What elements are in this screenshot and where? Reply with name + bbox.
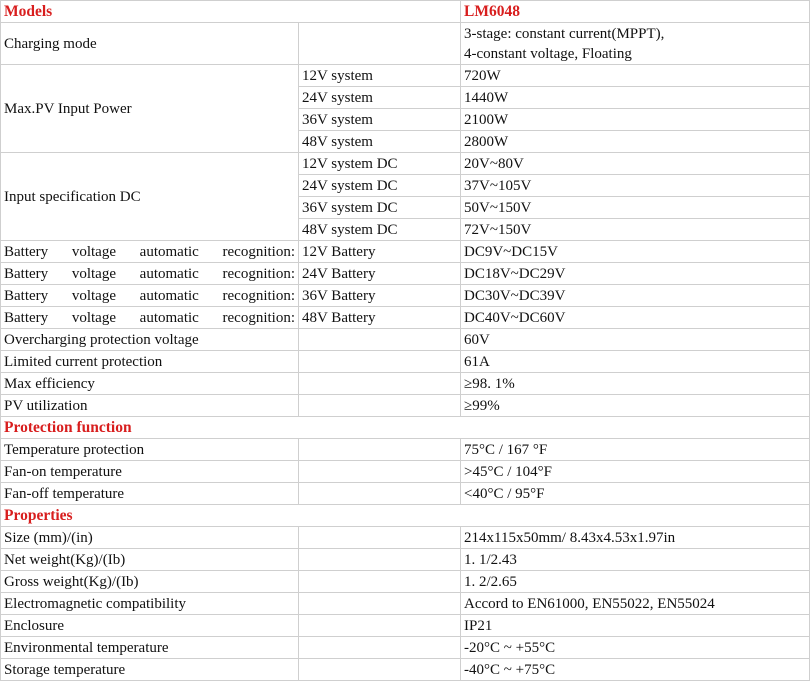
- spec-label: Max efficiency: [1, 373, 299, 395]
- spec-value: >45°C / 104°F: [461, 461, 810, 483]
- max-pv-value: 1440W: [461, 87, 810, 109]
- table-row: [1, 461, 810, 483]
- empty-cell: [299, 615, 461, 637]
- table-row: [1, 1, 810, 23]
- max-pv-label: Max.PV Input Power: [1, 65, 299, 153]
- spec-label: Gross weight(Kg)/(Ib): [1, 571, 299, 593]
- spec-value: ≥99%: [461, 395, 810, 417]
- table-row: [1, 329, 810, 351]
- empty-cell: [299, 23, 461, 65]
- properties-section-header: Properties: [1, 505, 810, 527]
- spec-value: -20°C ~ +55°C: [461, 637, 810, 659]
- table-row: [1, 307, 810, 329]
- table-row: [1, 153, 810, 175]
- spec-label: Fan-off temperature: [1, 483, 299, 505]
- spec-value: ≥98. 1%: [461, 373, 810, 395]
- battery-range: DC18V~DC29V: [461, 263, 810, 285]
- spec-label: Size (mm)/(in): [1, 527, 299, 549]
- spec-label: Limited current protection: [1, 351, 299, 373]
- charging-mode-line-2: 4-constant voltage, Floating: [464, 45, 632, 62]
- table-row: [1, 659, 810, 681]
- spec-value: 214x115x50mm/ 8.43x4.53x1.97in: [461, 527, 810, 549]
- table-row: [1, 65, 810, 87]
- spec-value: 61A: [461, 351, 810, 373]
- table-row: [1, 593, 810, 615]
- table-row: [1, 395, 810, 417]
- max-pv-system: 36V system: [299, 109, 461, 131]
- spec-value: Accord to EN61000, EN55022, EN55024: [461, 593, 810, 615]
- table-row: [1, 23, 810, 65]
- empty-cell: [299, 571, 461, 593]
- input-spec-value: 37V~105V: [461, 175, 810, 197]
- empty-cell: [299, 351, 461, 373]
- input-spec-system: 48V system DC: [299, 219, 461, 241]
- table-row: [1, 615, 810, 637]
- input-spec-label: Input specification DC: [1, 153, 299, 241]
- empty-cell: [299, 439, 461, 461]
- spec-label: Overcharging protection voltage: [1, 329, 299, 351]
- empty-cell: [299, 461, 461, 483]
- battery-range: DC9V~DC15V: [461, 241, 810, 263]
- spec-value: <40°C / 95°F: [461, 483, 810, 505]
- table-row: [1, 439, 810, 461]
- battery-recognition-label: Battery voltage automatic recognition:: [1, 241, 299, 263]
- spec-label: Environmental temperature: [1, 637, 299, 659]
- empty-cell: [299, 373, 461, 395]
- spec-label: Storage temperature: [1, 659, 299, 681]
- spec-value: 60V: [461, 329, 810, 351]
- input-spec-system: 36V system DC: [299, 197, 461, 219]
- spec-label: Net weight(Kg)/(Ib): [1, 549, 299, 571]
- empty-cell: [299, 527, 461, 549]
- battery-range: DC40V~DC60V: [461, 307, 810, 329]
- max-pv-system: 24V system: [299, 87, 461, 109]
- input-spec-value: 72V~150V: [461, 219, 810, 241]
- max-pv-value: 2800W: [461, 131, 810, 153]
- empty-cell: [299, 549, 461, 571]
- spec-label: Temperature protection: [1, 439, 299, 461]
- input-spec-system: 24V system DC: [299, 175, 461, 197]
- table-row: [1, 263, 810, 285]
- battery-type: 12V Battery: [299, 241, 461, 263]
- empty-cell: [299, 395, 461, 417]
- charging-mode-label: Charging mode: [1, 23, 299, 65]
- max-pv-system: 12V system: [299, 65, 461, 87]
- table-row: [1, 241, 810, 263]
- spec-value: 1. 1/2.43: [461, 549, 810, 571]
- table-row: [1, 549, 810, 571]
- battery-recognition-label: Battery voltage automatic recognition:: [1, 285, 299, 307]
- table-row: [1, 373, 810, 395]
- empty-cell: [299, 329, 461, 351]
- spec-label: Enclosure: [1, 615, 299, 637]
- table-row: [1, 351, 810, 373]
- empty-cell: [299, 593, 461, 615]
- protection-section-header: Protection function: [1, 417, 810, 439]
- table-row: [1, 571, 810, 593]
- model-name: LM6048: [461, 1, 810, 23]
- empty-cell: [299, 659, 461, 681]
- battery-type: 24V Battery: [299, 263, 461, 285]
- table-row: [1, 527, 810, 549]
- spec-label: Electromagnetic compatibility: [1, 593, 299, 615]
- battery-range: DC30V~DC39V: [461, 285, 810, 307]
- battery-recognition-label: Battery voltage automatic recognition:: [1, 263, 299, 285]
- spec-value: 75°C / 167 °F: [461, 439, 810, 461]
- input-spec-value: 20V~80V: [461, 153, 810, 175]
- table-row: [1, 637, 810, 659]
- spec-value: -40°C ~ +75°C: [461, 659, 810, 681]
- charging-mode-value: [461, 23, 810, 65]
- max-pv-value: 720W: [461, 65, 810, 87]
- battery-type: 36V Battery: [299, 285, 461, 307]
- input-spec-system: 12V system DC: [299, 153, 461, 175]
- spec-value: 1. 2/2.65: [461, 571, 810, 593]
- empty-cell: [299, 483, 461, 505]
- models-header: Models: [1, 1, 461, 23]
- spec-label: Fan-on temperature: [1, 461, 299, 483]
- max-pv-value: 2100W: [461, 109, 810, 131]
- charging-mode-line-1: 3-stage: constant current(MPPT),: [464, 25, 665, 42]
- spec-label: PV utilization: [1, 395, 299, 417]
- battery-recognition-label: Battery voltage automatic recognition:: [1, 307, 299, 329]
- spec-value: IP21: [461, 615, 810, 637]
- max-pv-system: 48V system: [299, 131, 461, 153]
- table-row: [1, 483, 810, 505]
- empty-cell: [299, 637, 461, 659]
- input-spec-value: 50V~150V: [461, 197, 810, 219]
- battery-type: 48V Battery: [299, 307, 461, 329]
- table-row: [1, 505, 810, 527]
- table-row: [1, 285, 810, 307]
- table-row: [1, 417, 810, 439]
